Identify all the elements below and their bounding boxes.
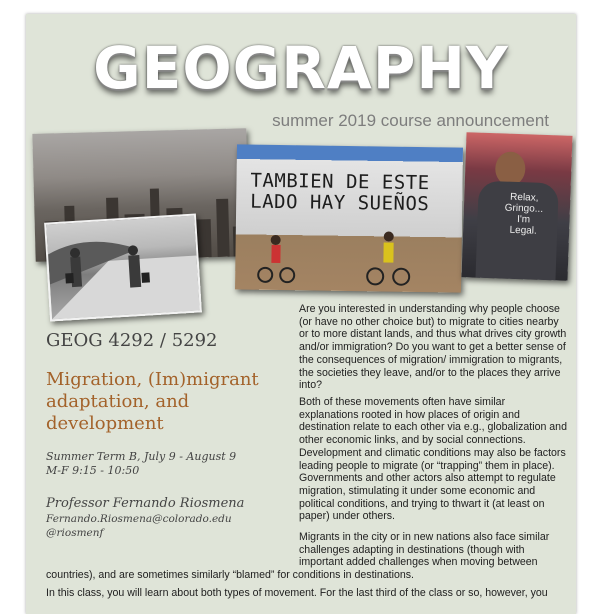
flyer-title: GEOGRAPHY [93,34,509,102]
flyer-page [26,14,576,614]
graffiti-line-1: TAMBIEN DE ESTE [250,169,430,195]
graffiti-line-2: LADO HAY SUEÑOS [250,190,430,216]
intro-paragraph: Are you interested in understanding why people choose (or have no other choice but) to migrate to cities nearby or to more distant lands, and thus what drives city growth and/or immigration? Do you want to get a better sense of the consequences of migration/ immigration to migrants, the societies they leave, and/or to the places they arrive into? [299,303,567,392]
walking-figures-illustration [46,216,200,320]
course-number: GEOG 4292 / 5292 [46,330,218,351]
class-description-paragraph: In this class, you will learn about both types of movement. For the last third of the class or so, however, you [46,587,548,599]
migrants-walking-photo [44,213,202,321]
course-schedule [46,450,236,478]
tshirt-slogan: Relax, Gringo... I'm Legal. [504,191,544,237]
border-wall-photo [235,144,463,292]
instructor-email-link[interactable]: Fernando.Riosmena@colorado.edu [46,513,232,525]
instructor-twitter-handle[interactable]: @riosmenf [46,527,104,539]
course-title: Migration, (Im)migrant adaptation, and development [46,369,259,434]
adaptation-paragraph: Migrants in the city or in new nations also face similar challenges adapting in destinations (though with important added challenges when moving between [299,531,550,569]
course-term: Summer Term B, July 9 - August 9 [46,450,237,463]
course-meeting-time: M-F 9:15 - 10:50 [46,464,140,477]
flyer-subtitle: summer 2019 course announcement [272,111,549,130]
adaptation-paragraph-continued: countries), and are sometimes similarly “blamed” for conditions in destinations. [46,569,414,581]
explanation-paragraph: Both of these movements often have similar explanations rooted in how places of origin and destination relate to each other via e.g., globalization and other economic links, and by social connections. Development and climatic conditions may also be factors leading people to migrate (or “trapping” them in place). Governments and other actors also attempt to regulate migration, stimulating it under some economic and political conditions, and trying to thwart it (at least on paper) under others. [299,396,567,523]
man-in-tshirt-photo [462,132,573,281]
instructor-name: Professor Fernando Riosmena [46,496,245,511]
cyclists-illustration [235,144,463,292]
